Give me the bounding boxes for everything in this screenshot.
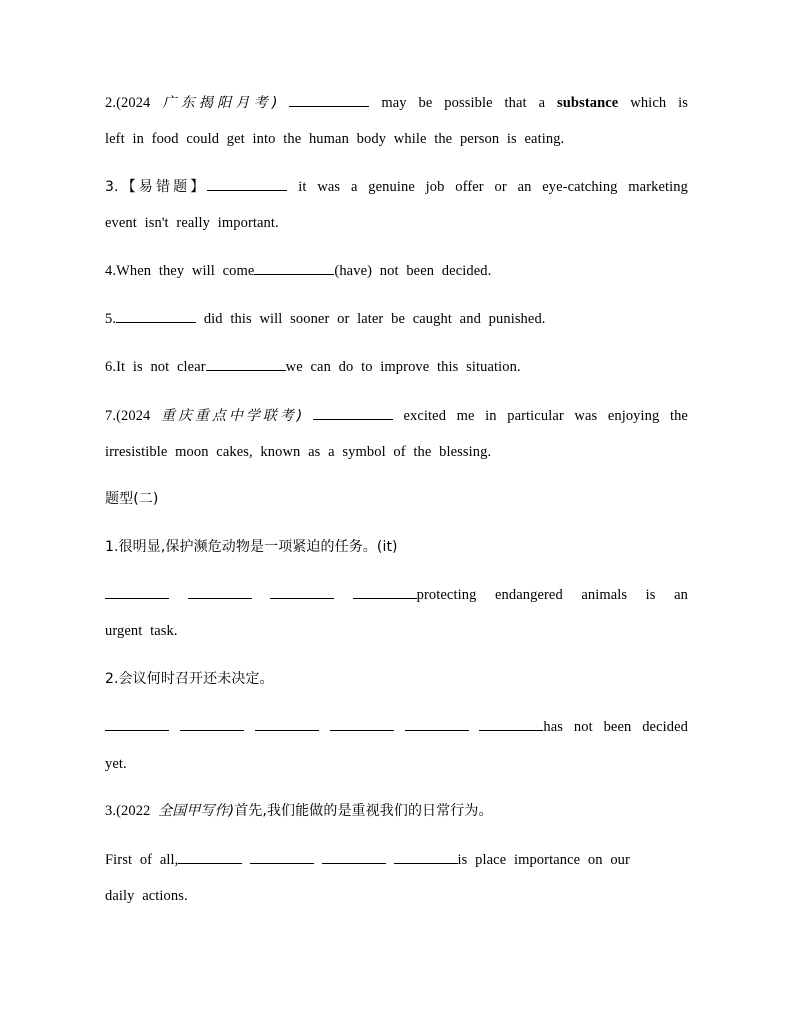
question-text: 4.When they will come <box>105 263 255 279</box>
answer-blank[interactable] <box>322 851 386 864</box>
answer-blank[interactable] <box>394 851 458 864</box>
answer-blank[interactable] <box>289 94 369 107</box>
translation-3-line-2: daily actions. <box>105 888 188 904</box>
translation-2-line-1 <box>105 718 688 736</box>
question-2-line-2: left in food could get into the human body while the person is eating. <box>105 131 565 147</box>
section-heading: 题型(二) <box>105 491 159 507</box>
question-source: 广东揭阳月考) <box>162 95 278 111</box>
question-7-line-2: irresistible moon cakes, known as a symbol of the blessing. <box>105 444 492 460</box>
question-prompt: 首先,我们能做的是重视我们的日常行为。 <box>234 803 493 819</box>
answer-blank[interactable] <box>254 262 334 275</box>
question-text: did this will sooner or later be caught and punished. <box>203 311 546 327</box>
question-number: 7.(2024 <box>105 408 151 424</box>
answer-blank[interactable] <box>479 718 543 731</box>
question-7-line-1 <box>105 407 688 425</box>
question-text: it was a genuine job offer or an eye-catching marketing <box>298 179 688 195</box>
answer-blank[interactable] <box>405 718 469 731</box>
translation-2-line-2: yet. <box>105 756 127 772</box>
question-text: First of all, <box>105 852 179 868</box>
answer-blank[interactable] <box>178 851 242 864</box>
translation-2-prompt: 2.会议何时召开还未决定。 <box>105 671 274 687</box>
question-number: 2.(2024 <box>105 95 151 111</box>
question-4 <box>105 262 491 280</box>
answer-blank[interactable] <box>353 586 417 599</box>
question-text: has not been decided <box>543 719 688 735</box>
question-text: (have) not been decided. <box>334 263 492 279</box>
question-6 <box>105 358 521 376</box>
question-text: 6.It is not clear <box>105 359 206 375</box>
answer-blank[interactable] <box>313 407 393 420</box>
translation-1-line-2: urgent task. <box>105 623 178 639</box>
question-number: 3.(2022 <box>105 803 151 819</box>
question-3-line-1 <box>105 178 688 196</box>
question-text: is place importance on our <box>457 852 630 868</box>
answer-blank[interactable] <box>270 586 334 599</box>
question-text: which is <box>630 95 688 111</box>
translation-1-line-1 <box>105 586 688 604</box>
answer-blank[interactable] <box>207 178 287 191</box>
answer-blank[interactable] <box>105 718 169 731</box>
answer-blank[interactable] <box>105 586 169 599</box>
question-text: may be possible that a <box>381 95 546 111</box>
answer-blank[interactable] <box>206 358 286 371</box>
question-source: 全国甲写作) <box>158 803 235 819</box>
question-number: 5. <box>105 311 117 327</box>
question-number: 3.【易错题】 <box>105 179 208 195</box>
question-text: excited me in particular was enjoying the <box>403 408 688 424</box>
question-3-line-2: event isn't really important. <box>105 215 279 231</box>
translation-1-prompt: 1.很明显,保护濒危动物是一项紧迫的任务。(it) <box>105 539 398 555</box>
translation-3-line-1 <box>105 851 630 869</box>
answer-blank[interactable] <box>250 851 314 864</box>
question-5 <box>105 310 546 328</box>
answer-blank[interactable] <box>255 718 319 731</box>
answer-blank[interactable] <box>180 718 244 731</box>
answer-blank[interactable] <box>330 718 394 731</box>
translation-3-prompt <box>105 802 493 820</box>
keyword: substance <box>557 95 619 111</box>
question-source: 重庆重点中学联考) <box>161 408 303 424</box>
question-2-line-1 <box>105 94 688 112</box>
question-text: protecting endangered animals is an <box>416 587 688 603</box>
answer-blank[interactable] <box>116 310 196 323</box>
question-text: we can do to improve this situation. <box>285 359 521 375</box>
answer-blank[interactable] <box>188 586 252 599</box>
